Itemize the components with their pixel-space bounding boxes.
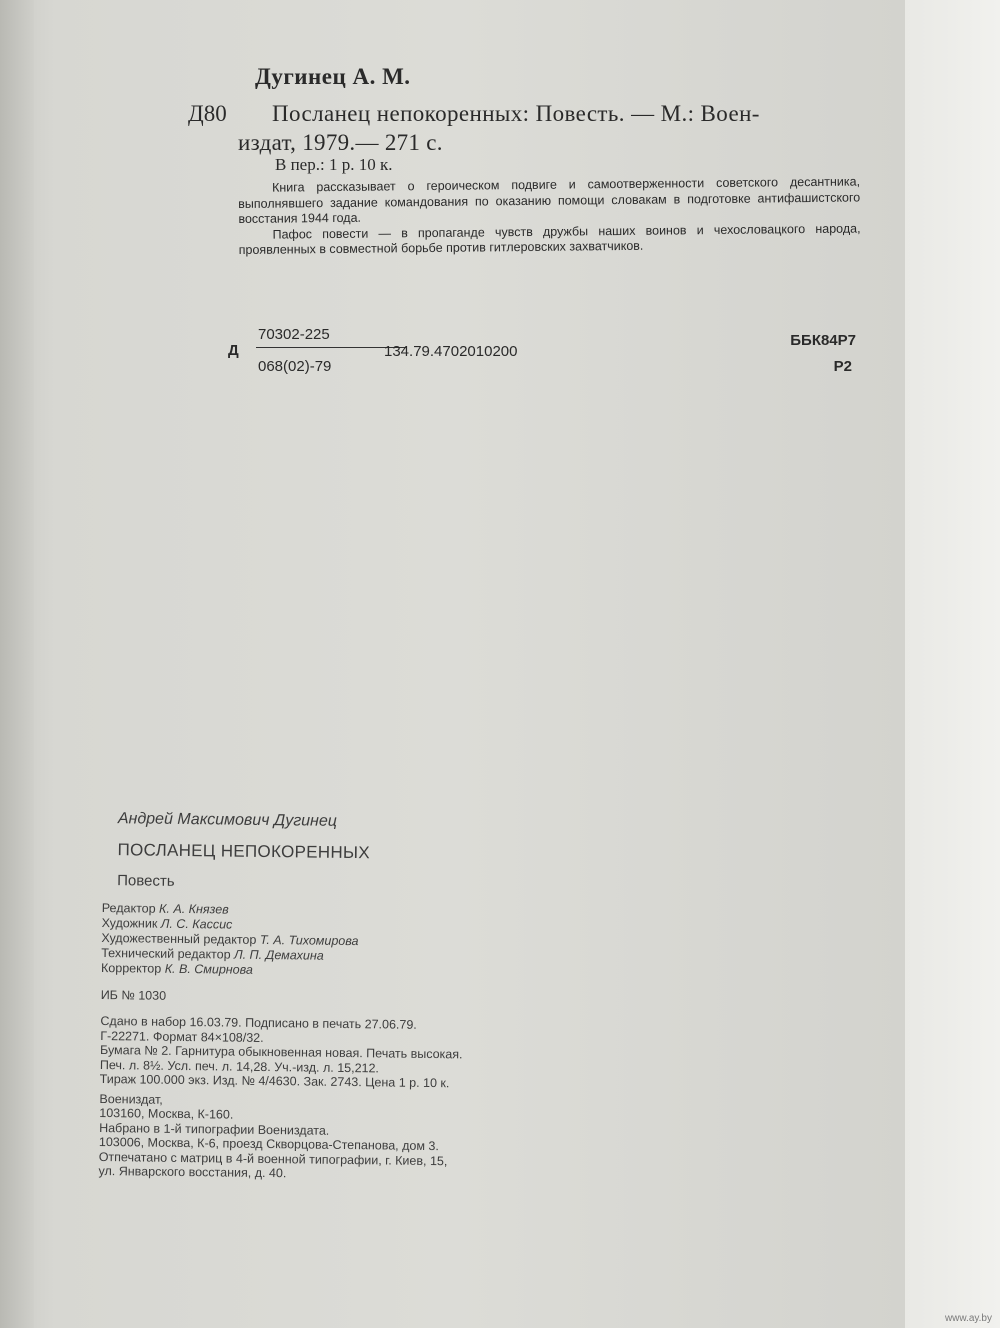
ib-number: ИБ № 1030 xyxy=(100,987,167,1003)
bibliographic-title-line-2: издат, 1979.— 271 с. xyxy=(238,130,443,155)
index-denominator: 068(02)-79 xyxy=(258,358,332,375)
catalog-code: Д80 xyxy=(188,101,227,126)
page-edge xyxy=(905,0,1000,1328)
bbk-subcode: Р2 xyxy=(833,358,852,375)
imprint-genre: Повесть xyxy=(117,872,175,890)
index-number: 134.79.4702010200 xyxy=(384,343,518,360)
credit-name: К. А. Князев xyxy=(159,901,229,917)
bibliographic-title-line-1: Посланец непокоренных: Повесть. — М.: Воен- xyxy=(272,101,760,126)
publisher-line: Воениздат, xyxy=(99,1091,163,1107)
price-line: В пер.: 1 р. 10 к. xyxy=(275,155,393,174)
publisher-info xyxy=(98,1091,659,1185)
imprint-author: Андрей Максимович Дугинец xyxy=(117,810,338,830)
page-gutter xyxy=(0,0,34,1328)
credit-name: Т. А. Тихомирова xyxy=(259,932,359,949)
credit-role: Художественный редактор xyxy=(101,930,257,947)
index-letter: Д xyxy=(228,342,239,359)
credit-role: Художник xyxy=(101,915,158,931)
print-details xyxy=(100,1014,661,1093)
credit-name: Л. С. Кассис xyxy=(160,916,233,932)
publisher-line: 103160, Москва, К-160. xyxy=(99,1105,234,1122)
credit-name: К. В. Смирнова xyxy=(164,961,253,977)
print-detail-line: Сдано в набор 16.03.79. Подписано в печать 27.06.79. xyxy=(100,1013,417,1032)
index-numerator: 70302-225 xyxy=(258,326,330,343)
imprint-block xyxy=(98,810,662,1185)
publisher-line: Отпечатано с матриц в 4-й военной типографии, г. Киев, 15, xyxy=(98,1149,448,1168)
annotation-paragraph: Пафос повести — в пропаганде чувств дружбы наших воинов и чехословацкого народа, проявленных в совместной борьбе против гитлеровских захватчиков. xyxy=(238,220,861,257)
print-detail-line: Г-22271. Формат 84×108/32. xyxy=(100,1028,264,1045)
publisher-line: 103006, Москва, К-6, проезд Скворцова-Степанова, дом 3. xyxy=(98,1134,439,1154)
watermark: www.ay.by xyxy=(944,1313,992,1324)
publisher-line: Набрано в 1-й типографии Воениздата. xyxy=(99,1120,330,1138)
imprint-title: ПОСЛАНЕЦ НЕПОКОРЕННЫХ xyxy=(117,840,371,863)
catalog-index xyxy=(228,326,868,382)
author-heading: Дугинец А. М. xyxy=(255,64,411,89)
print-detail-line: Бумага № 2. Гарнитура обыкновенная новая. Печать высокая. xyxy=(99,1042,463,1062)
credit-name: Л. П. Демахина xyxy=(233,947,324,963)
credit-role: Корректор xyxy=(100,960,162,976)
credit-role: Редактор xyxy=(101,900,156,916)
annotation-paragraph: Книга рассказывает о героическом подвиге и самоотверженности советского десантника, выполнявшего задание командования по оказанию помощи словакам в подготовке антифашистского восстания 1944 года. xyxy=(238,174,861,226)
annotation xyxy=(238,174,861,258)
bbk-code: ББК84Р7 xyxy=(790,332,856,349)
credit-role: Технический редактор xyxy=(101,945,231,962)
print-detail-line: Печ. л. 8½. Усл. печ. л. 14,28. Уч.-изд. л. 15,212. xyxy=(99,1057,380,1075)
publisher-line: ул. Январского восстания, д. 40. xyxy=(98,1163,287,1181)
credits-list xyxy=(101,901,662,983)
print-detail-line: Тираж 100.000 экз. Изд. № 4/4630. Зак. 2743. Цена 1 р. 10 к. xyxy=(99,1071,450,1091)
